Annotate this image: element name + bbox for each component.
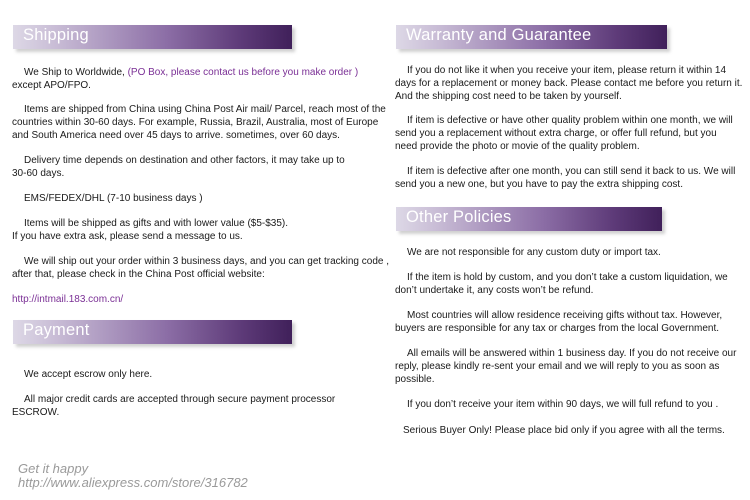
shipping-po-box-note: (PO Box, please contact us before you make order ) (127, 67, 359, 78)
express-shipping-text: EMS/FEDEX/DHL (7-10 business days ) (24, 193, 203, 204)
shipping-china-post-line: and South America need over 45 days to arrive. sometimes, over 60 days. (12, 130, 340, 142)
warranty-return-line: And the shipping cost need to be taken by yourself. (395, 91, 622, 103)
policies-tax-line: buyers are responsible for any tax or charges from the local Government. (395, 323, 720, 335)
policies-paragraph-duty (395, 246, 661, 259)
policies-serious-buyer-text: Serious Buyer Only! Please place bid only if you agree with all the terms. (403, 425, 725, 436)
shipping-paragraph-gifts (12, 217, 288, 243)
payment-cards-line: All major credit cards are accepted through secure payment processor (24, 394, 336, 405)
shipping-paragraph-delivery-time (12, 154, 345, 180)
shipping-china-post-line: Items are shipped from China using China Post Air mail/ Parcel, reach most of the (24, 104, 386, 115)
policies-refund-text: If you don’t receive your item within 90 days, we will full refund to you . (407, 399, 719, 410)
policies-paragraph-emails (395, 347, 736, 387)
warranty-paragraph-return (395, 64, 742, 104)
delivery-time-line: Delivery time depends on destination and other factors, it may take up to (24, 155, 345, 166)
store-tagline: Get it happy (18, 461, 89, 476)
tracking-line: We will ship out your order within 3 business days, and you can get tracking code , (24, 256, 390, 267)
gifts-line: If you have extra ask, please send a message to us. (12, 231, 243, 243)
payment-escrow-text: We accept escrow only here. (24, 369, 153, 380)
policies-tax-line: Most countries will allow residence receiving gifts without tax. However, (407, 310, 723, 321)
warranty-return-line: days for a replacement or money back. Please contact me before you return it. (395, 78, 743, 90)
policies-paragraph-refund (395, 398, 718, 411)
payment-header (13, 320, 292, 344)
shipping-title: Shipping (23, 26, 89, 44)
warranty-after-month-line: send you a new one, but you have to pay the extra shipping cost. (395, 179, 683, 191)
warranty-defective-line: need provide the photo or movie of the quality problem. (395, 141, 640, 153)
policies-emails-line: reply, please kindly re-sent your email and we will reply to you as soon as (395, 361, 720, 373)
warranty-defective-line: send you a replacement without extra charge, or offer full refund, but you (395, 128, 717, 140)
warranty-defective-line: If item is defective or have other quality problem within one month, we will (407, 115, 733, 126)
shipping-worldwide-text: We Ship to Worldwide, (24, 67, 128, 78)
shipping-header (13, 25, 292, 49)
policies-custom-line: don’t undertake it, any costs won’t be refund. (395, 285, 594, 297)
china-post-link[interactable]: http://intmail.183.com.cn/ (12, 294, 124, 305)
warranty-paragraph-after-month (395, 165, 735, 191)
shipping-paragraph-china-post (12, 103, 386, 143)
policies-paragraph-serious-buyer (395, 424, 725, 437)
payment-title: Payment (23, 321, 90, 339)
warranty-return-line: If you do not like it when you receive your item, please return it within 14 (407, 65, 727, 76)
policies-duty-text: We are not responsible for any custom duty or import tax. (407, 247, 661, 258)
payment-paragraph-escrow (12, 368, 152, 381)
policies-header (396, 207, 662, 231)
shipping-paragraph-express (12, 192, 203, 205)
shipping-apo-text: except APO/FPO. (12, 80, 91, 92)
store-url: http://www.aliexpress.com/store/316782 (18, 475, 248, 490)
warranty-after-month-line: If item is defective after one month, you can still send it back to us. We will (407, 166, 736, 177)
payment-paragraph-cards (12, 393, 335, 419)
gifts-line: Items will be shipped as gifts and with lower value ($5-$35). (24, 218, 289, 229)
policies-title: Other Policies (406, 208, 512, 226)
shipping-paragraph-worldwide (12, 66, 358, 92)
warranty-title: Warranty and Guarantee (406, 26, 592, 44)
policies-emails-line: possible. (395, 374, 435, 386)
tracking-line: after that, please check in the China Post official website: (12, 269, 265, 281)
shipping-china-post-line: countries within 30-60 days. For example, Russia, Brazil, Australia, most of Europe (12, 117, 379, 129)
policies-custom-line: If the item is hold by custom, and you don’t take a custom liquidation, we (407, 272, 728, 283)
warranty-paragraph-defective-month (395, 114, 733, 154)
warranty-header (396, 25, 667, 49)
policies-paragraph-tax (395, 309, 722, 335)
shipping-paragraph-tracking (12, 255, 389, 281)
payment-cards-line: ESCROW. (12, 407, 60, 419)
policies-emails-line: All emails will be answered within 1 business day. If you do not receive our (407, 348, 737, 359)
policies-paragraph-custom (395, 271, 728, 297)
delivery-time-line: 30-60 days. (12, 168, 65, 180)
